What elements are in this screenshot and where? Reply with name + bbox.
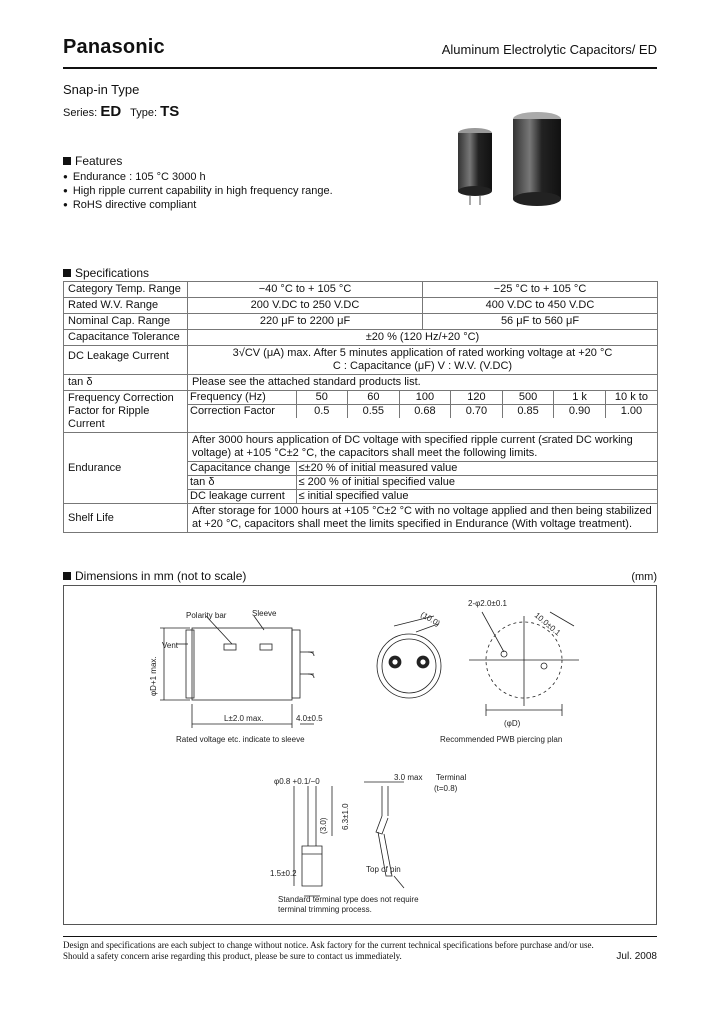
features-section <box>63 154 333 212</box>
bend-label: (3.0) <box>319 817 328 834</box>
top-of-pin-label: Top of pin <box>366 865 401 874</box>
dimension-drawing <box>64 586 658 926</box>
dimensions-unit: (mm) <box>631 571 657 583</box>
bottom-view <box>377 616 441 698</box>
row-label: Nominal Cap. Range <box>64 314 188 330</box>
sleeve-label: Sleeve <box>252 609 277 618</box>
type-label: Type: <box>130 107 158 119</box>
row-label: Capacitance Tolerance <box>64 330 188 346</box>
type-value: TS <box>160 103 180 120</box>
footer-safety: Should a safety concern arise regarding this product, please be sure to contact us immediately. <box>63 951 402 961</box>
length-label: L±2.0 max. <box>224 714 264 723</box>
header-rule <box>63 67 657 69</box>
footer-rule <box>63 936 657 937</box>
feature-item: ● Endurance : 105 °C 3000 h <box>63 170 333 184</box>
dimensions-drawing-box <box>63 585 657 925</box>
table-row: Endurance After 3000 hours application of DC voltage with specified ripple current (≤rated DC working voltage) at +105 °C±2 °C, the capacitors shall meet the following limits. Capacitance change ≤±20 % of initial measured value tan δ ≤ 200 % of initial specified value DC leakage current ≤ initial specified value <box>64 433 658 504</box>
row-label: Frequency Correction Factor for Ripple Current <box>64 391 188 433</box>
polarity-bar-label: Polarity bar <box>186 611 227 620</box>
endurance-table: Capacitance change ≤±20 % of initial measured value tan δ ≤ 200 % of initial specified value DC leakage current ≤ initial specified value <box>188 462 657 503</box>
row-label: Shelf Life <box>64 504 188 533</box>
table-row <box>64 391 658 433</box>
brand-logo: Panasonic <box>63 36 165 58</box>
terminal-thickness-label: (t=0.8) <box>434 784 458 793</box>
terminal-label: Terminal <box>436 773 467 782</box>
series-label: Series: <box>63 107 98 119</box>
hole-label: 2-φ2.0±0.1 <box>468 599 507 608</box>
pin-diameter-label: φ0.8 +0.1/−0 <box>274 777 320 786</box>
standard-terminal-note-2: terminal trimming process. <box>278 905 372 914</box>
vent-label: Vent <box>162 641 179 650</box>
frequency-table: Frequency (Hz) 50 60 100 120 500 1 k 10 k to Correction Factor 0.5 0.55 0.68 0.70 0.85 0.90 1.00 <box>188 391 657 418</box>
pitch-label: (10.0) <box>419 609 442 629</box>
pwb-diameter-label: (φD) <box>504 719 521 728</box>
pin-width-label: 1.5±0.2 <box>270 869 297 878</box>
product-type: Snap-in Type <box>63 82 140 97</box>
footer-disclaimer: Design and specifications are each subject to change without notice. Ask factory for the current technical specifications before purchase and/or use. <box>63 940 594 950</box>
side-view <box>160 616 314 728</box>
capacitor-photo <box>450 105 570 215</box>
feature-item: ● High ripple current capability in high frequency range. <box>63 184 333 198</box>
specs-heading: Specifications <box>63 266 149 280</box>
terminal-max-label: 3.0 max <box>394 773 423 782</box>
standard-terminal-note: Standard terminal type does not require <box>278 895 419 904</box>
row-label: Category Temp. Range <box>64 282 188 298</box>
diameter-label: φD+1 max. <box>149 656 158 696</box>
lead-length-label: 4.0±0.5 <box>296 714 323 723</box>
features-heading: Features <box>63 154 333 168</box>
table-row: DC Leakage Current 3√CV (μA) max. After 5 minutes application of rated working voltage at +20 °C C : Capacitance (μF) V : W.V. (V.DC) <box>64 346 658 375</box>
row-label: Endurance <box>64 433 188 504</box>
series-value: ED <box>100 103 122 120</box>
table-row: Nominal Cap. Range 220 μF to 2200 μF 56 μF to 560 μF <box>64 314 658 330</box>
hole-pitch-label: 10.0±0.1 <box>532 610 563 638</box>
row-label: DC Leakage Current <box>64 346 188 375</box>
pwb-note: Recommended PWB piercing plan <box>440 735 563 744</box>
row-label: tan δ <box>64 375 188 391</box>
pwb-plan <box>469 612 579 716</box>
feature-item: ● RoHS directive compliant <box>63 198 333 212</box>
series-line <box>63 103 179 120</box>
dimensions-heading: Dimensions in mm (not to scale) <box>63 569 246 583</box>
document-title: Aluminum Electrolytic Capacitors/ ED <box>441 42 657 57</box>
table-row: Capacitance Tolerance ±20 % (120 Hz/+20 °C) <box>64 330 658 346</box>
pin-detail <box>294 786 332 896</box>
row-label: Rated W.V. Range <box>64 298 188 314</box>
rated-voltage-note: Rated voltage etc. indicate to sleeve <box>176 735 305 744</box>
table-row: Rated W.V. Range 200 V.DC to 250 V.DC 400 V.DC to 450 V.DC <box>64 298 658 314</box>
table-row: Category Temp. Range −40 °C to + 105 °C −25 °C to + 105 °C <box>64 282 658 298</box>
table-row: tan δ Please see the attached standard products list. <box>64 375 658 391</box>
table-row: Shelf Life After storage for 1000 hours at +105 °C±2 °C with no voltage applied and then being stabilized at +20 °C, capacitors shall meet the limits specified in Endurance (With voltage treatment). <box>64 504 658 533</box>
specifications-table <box>63 281 658 533</box>
pin-length-label: 6.3±1.0 <box>341 803 350 830</box>
footer-date: Jul. 2008 <box>616 951 657 962</box>
